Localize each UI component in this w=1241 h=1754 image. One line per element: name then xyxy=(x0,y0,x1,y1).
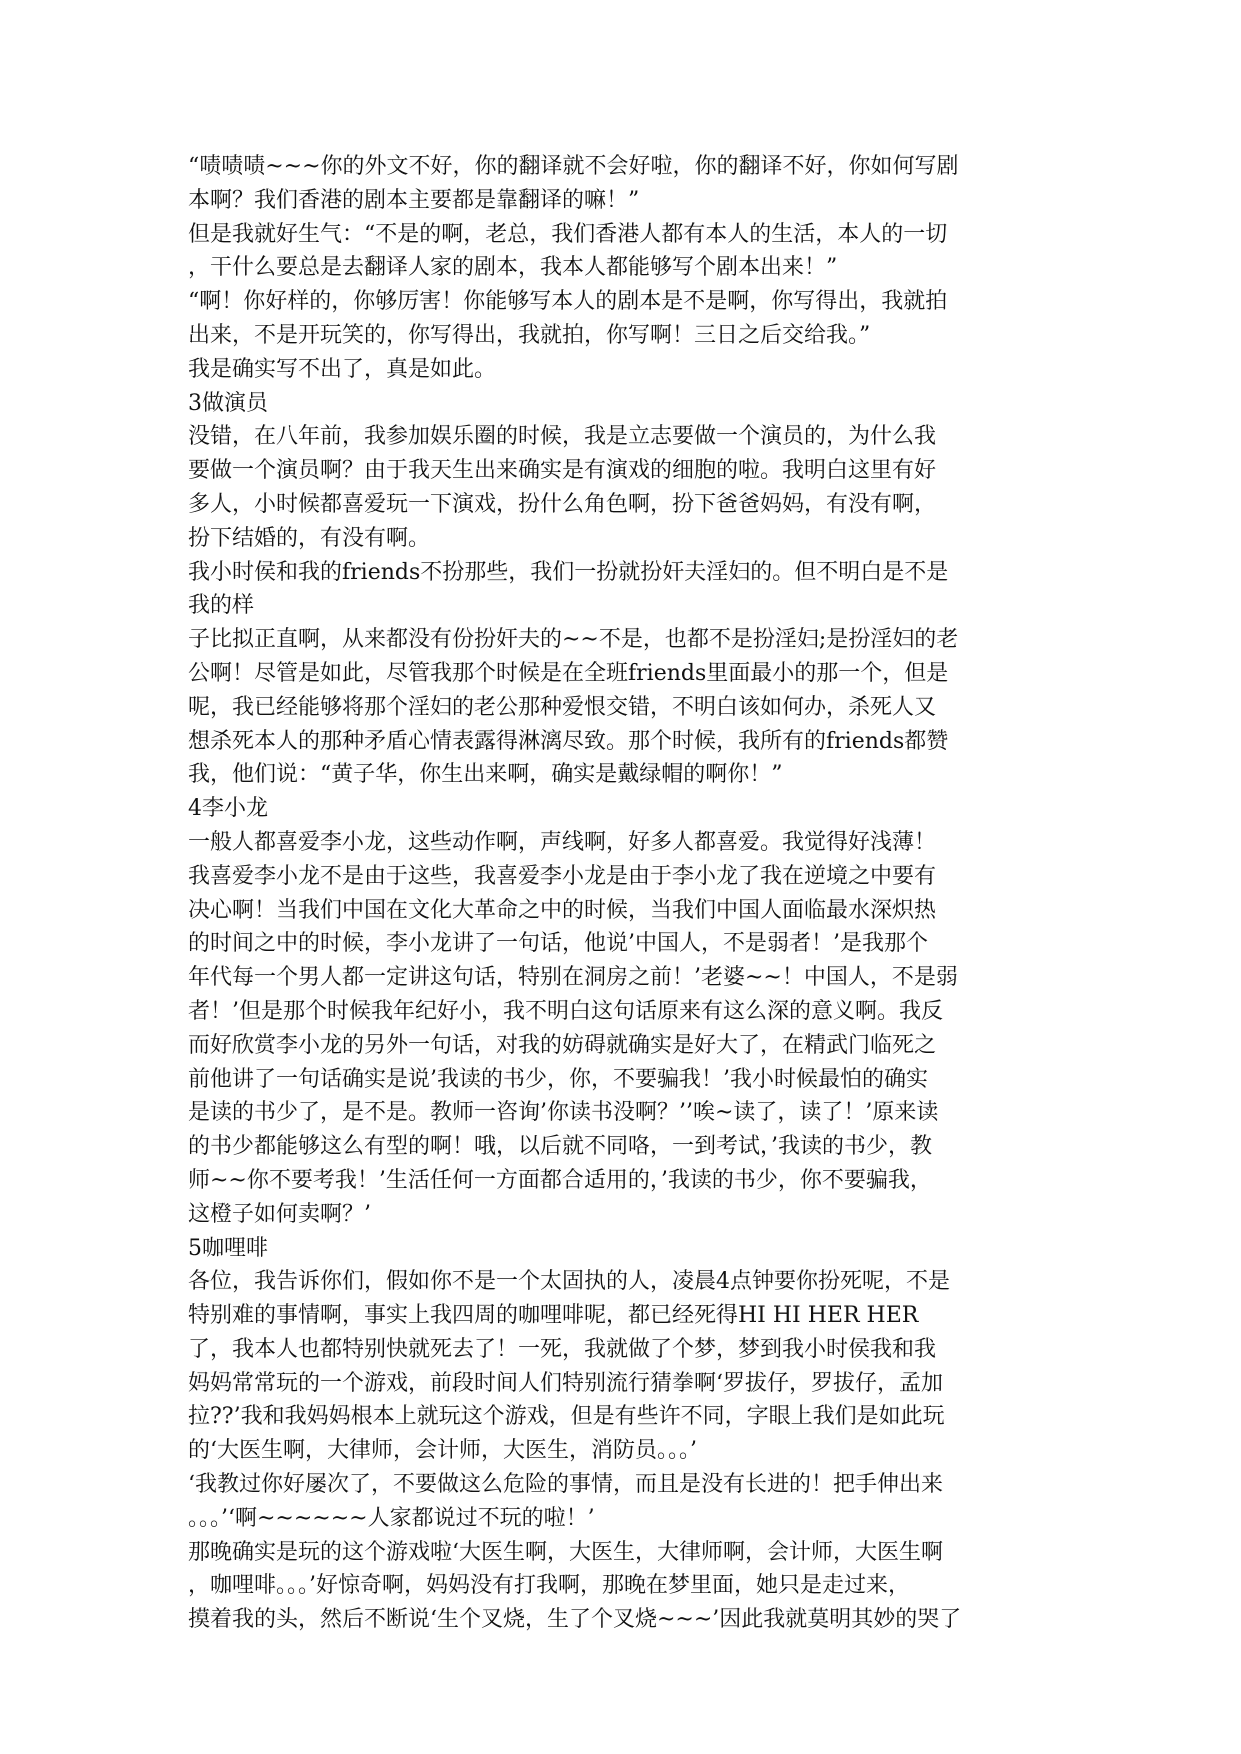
section-heading: 3做演员 xyxy=(188,390,268,416)
text-line: 了，我本人也都特别快就死去了！一死，我就做了个梦，梦到我小时侯我和我 xyxy=(188,1336,937,1362)
text-line: 子比拟正直啊，从来都没有份扮奸夫的~~不是，也都不是扮淫妇;是扮淫妇的老 xyxy=(188,627,959,653)
text-line: 公啊！尽管是如此，尽管我那个时候是在全班friends里面最小的那一个，但是 xyxy=(188,660,949,686)
text-line: 出来，不是开玩笑的，你写得出，我就拍，你写啊！三日之后交给我。” xyxy=(188,322,871,348)
text-line: 拉??’我和我妈妈根本上就玩这个游戏，但是有些许不同，字眼上我们是如此玩 xyxy=(188,1404,945,1430)
text-line: 者！’但是那个时候我年纪好小，我不明白这句话原来有这么深的意义啊。我反 xyxy=(188,998,943,1024)
text-line: 前他讲了一句话确实是说’我读的书少，你，不要骗我！’我小时候最怕的确实 xyxy=(188,1066,928,1092)
text-line: 的‘大医生啊，大律师，会计师，大医生，消防员。。。’ xyxy=(188,1438,697,1464)
text-line: 。。。’‘啊~~~~~~人家都说过不玩的啦！’ xyxy=(188,1505,595,1531)
text-line: 呢，我已经能够将那个淫妇的老公那种爱恨交错，不明白该如何办，杀死人又 xyxy=(188,694,937,720)
text-line: 的书少都能够这么有型的啊！哦，以后就不同咯，一到考试，’我读的书少，教 xyxy=(188,1134,932,1160)
text-line: 我，他们说：“黄子华，你生出来啊，确实是戴绿帽的啊你！” xyxy=(188,762,783,788)
text-line: 要做一个演员啊？由于我天生出来确实是有演戏的细胞的啦。我明白这里有好 xyxy=(188,458,937,484)
text-line: 想杀死本人的那种矛盾心情表露得淋漓尽致。那个时候，我所有的friends都赞 xyxy=(188,728,949,754)
text-line: 师~~你不要考我！’生活任何一方面都合适用的，’我读的书少，你不要骗我， xyxy=(188,1167,932,1193)
text-line: 多人，小时候都喜爱玩一下演戏，扮什么角色啊，扮下爸爸妈妈，有没有啊， xyxy=(188,491,937,517)
text-line: 我是确实写不出了，真是如此。 xyxy=(188,356,497,382)
text-line: 我小时侯和我的friends不扮那些，我们一扮就扮奸夫淫妇的。但不明白是不是 xyxy=(188,559,949,585)
document-body xyxy=(188,150,1058,1637)
text-line: 决心啊！当我们中国在文化大革命之中的时候，当我们中国人面临最水深炽热 xyxy=(188,897,937,923)
text-line: 这橙子如何卖啊？’ xyxy=(188,1201,371,1227)
text-line: 年代每一个男人都一定讲这句话，特别在洞房之前！’老婆~~！中国人，不是弱 xyxy=(188,965,958,991)
text-line: 各位，我告诉你们，假如你不是一个太固执的人，凌晨4点钟要你扮死呢，不是 xyxy=(188,1269,950,1295)
text-line: 我喜爱李小龙不是由于这些，我喜爱李小龙是由于李小龙了我在逆境之中要有 xyxy=(188,863,937,889)
text-line: 摸着我的头，然后不断说‘生个叉烧，生了个叉烧~~~’因此我就莫明其妙的哭了 xyxy=(188,1607,962,1633)
text-line: ，干什么要总是去翻译人家的剧本，我本人都能够写个剧本出来！” xyxy=(188,255,838,281)
text-line: 的时间之中的时候，李小龙讲了一句话，他说’中国人，不是弱者！’是我那个 xyxy=(188,931,928,957)
text-line: ，咖哩啡。。。’好惊奇啊，妈妈没有打我啊，那晚在梦里面，她只是走过来， xyxy=(188,1573,910,1599)
text-line: 而好欣赏李小龙的另外一句话，对我的妨碍就确实是好大了，在精武门临死之 xyxy=(188,1032,937,1058)
text-line: 没错，在八年前，我参加娱乐圈的时候，我是立志要做一个演员的，为什么我 xyxy=(188,424,937,450)
text-line: 但是我就好生气：“不是的啊，老总，我们香港人都有本人的生活，本人的一切 xyxy=(188,221,948,247)
section-heading: 4李小龙 xyxy=(188,796,268,822)
section-heading: 5咖哩啡 xyxy=(188,1235,268,1261)
text-line: 一般人都喜爱李小龙，这些动作啊，声线啊，好多人都喜爱。我觉得好浅薄！ xyxy=(188,829,937,855)
text-line: “啧啧啧~~~你的外文不好，你的翻译就不会好啦，你的翻译不好，你如何写剧 xyxy=(188,154,959,179)
text-line: 特别难的事情啊，事实上我四周的咖哩啡呢，都已经死得HI HI HER HER xyxy=(188,1303,919,1329)
text-line: 那晚确实是玩的这个游戏啦‘大医生啊，大医生，大律师啊，会计师，大医生啊 xyxy=(188,1539,943,1565)
text-line: “啊！你好样的，你够厉害！你能够写本人的剧本是不是啊，你写得出，我就拍 xyxy=(188,289,948,315)
text-line: 是读的书少了，是不是。教师一咨询’你读书没啊？’’唉~读了，读了！’原来读 xyxy=(188,1100,939,1126)
text-line: 本啊？我们香港的剧本主要都是靠翻译的嘛！” xyxy=(188,187,640,213)
text-line: 妈妈常常玩的一个游戏，前段时间人们特别流行猜拳啊‘罗拔仔，罗拔仔，孟加 xyxy=(188,1370,943,1396)
text-line: ‘我教过你好屡次了，不要做这么危险的事情，而且是没有长进的！把手伸出来 xyxy=(188,1472,943,1498)
text-line: 我的样 xyxy=(188,593,255,619)
text-line: 扮下结婚的，有没有啊。 xyxy=(188,525,431,551)
